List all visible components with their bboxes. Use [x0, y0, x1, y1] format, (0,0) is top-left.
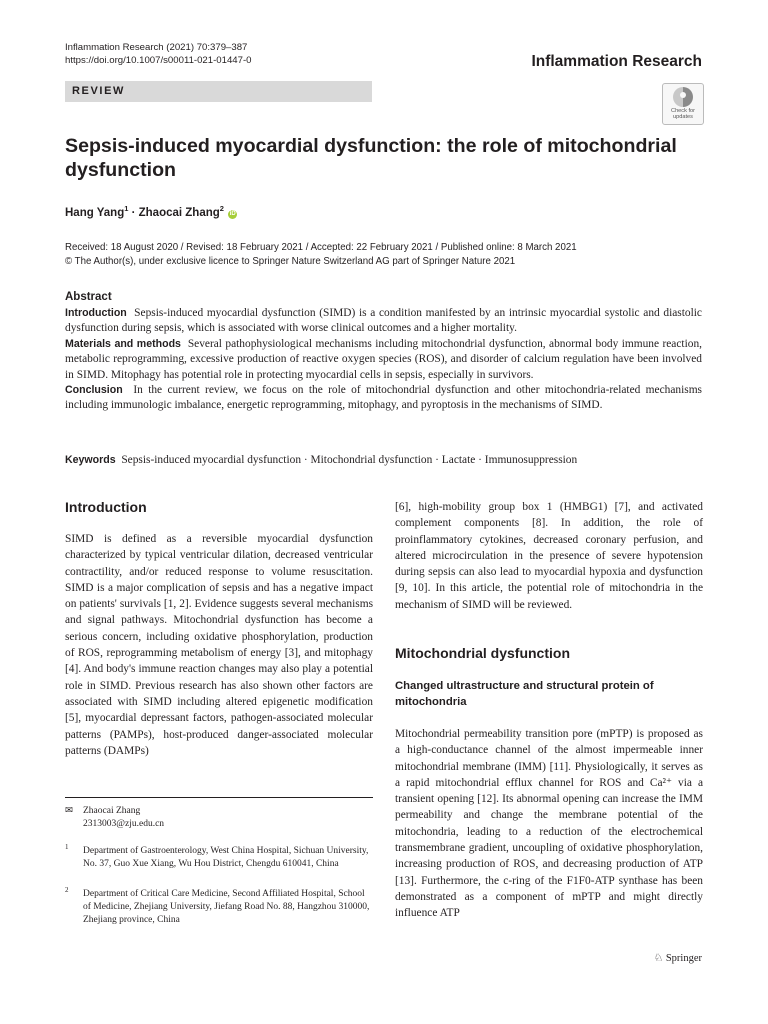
crossmark-label: Check for updates — [671, 108, 695, 120]
corresponding-name: Zhaocai Zhang — [83, 806, 141, 816]
affiliation-1: Department of Gastroenterology, West China Hospital, Sichuan University, No. 37, Guo Xue Xiang, Wu Hou District, Chengdu 610041, China — [83, 846, 369, 869]
subsection-heading: Changed ultrastructure and structural protein of mitochondria — [395, 680, 654, 708]
history-dates: Received: 18 August 2020 / Revised: 18 February 2021 / Accepted: 22 February 2021 / Published online: 8 March 2021 — [65, 242, 577, 253]
body-text: Mitochondrial permeability transition pore (mPTP) is proposed as a high-conductance channel of the almost impermeable inner mitochondrial membrane (IMM) [11]. Physiologically, it serves as a rapid mitochondrial efflux channel for ROS and Ca²⁺ via a transient opening [12]. Its abnormal opening can increase the IMM permeability and change the membrane potential of the mitochondria, leading to a reduction of the electrochemical transmembrane gradient, uncoupling of oxidative phosphorylation, increasing production of ROS, and decreasing production of ATP [13]. Furthermore, the c-ring of the F1F0-ATP synthase has been demonstrated as a component of mPTP and might directly influence ATP — [395, 728, 703, 920]
section-heading-introduction: Introduction — [65, 499, 147, 515]
abstract-conclusion — [65, 383, 702, 414]
abstract-methods — [65, 337, 702, 383]
corresponding-author — [83, 805, 373, 831]
doi-link[interactable]: https://doi.org/10.1007/s00011-021-01447-0 — [65, 55, 252, 66]
abstract-text: Sepsis-induced myocardial dysfunction (SIMD) is a condition manifested by an intrinsic myocardial systolic and diastolic dysfunction during sepsis, which is associated with worse clinical outcomes and a higher mortality. — [65, 307, 702, 335]
check-for-updates-badge[interactable] — [662, 83, 704, 125]
keywords — [65, 454, 705, 466]
abstract-introduction — [65, 306, 702, 337]
article-title: Sepsis-induced myocardial dysfunction: the role of mitochondrial dysfunction — [65, 135, 677, 181]
springer-horse-icon: ♘ — [653, 953, 664, 964]
introduction-paragraph — [65, 531, 373, 759]
publisher-name: Springer — [665, 953, 702, 964]
section-heading-mitochondrial-dysfunction: Mitochondrial dysfunction — [395, 645, 570, 661]
keywords-text: Sepsis-induced myocardial dysfunction · Mitochondrial dysfunction · Lactate · Immunosuppression — [121, 454, 578, 466]
abstract-text: Several pathophysiological mechanisms including mitochondrial dysfunction, abnormal body immune reaction, metabolic reprogramming, excessive production of reactive oxygen species (ROS), and disorder of calcium regulation have been involved in SIMD. Mitophagy has potential role in protecting myocardial cells in sepsis, especially in survivors. — [65, 337, 702, 381]
abstract-label: Materials and methods — [65, 337, 181, 350]
affiliation-number: 1 — [65, 843, 69, 851]
abstract-heading: Abstract — [65, 291, 112, 303]
abstract-label: Introduction — [65, 307, 127, 319]
section-label: REVIEW — [65, 81, 372, 102]
email-icon: ✉ — [65, 806, 73, 816]
affiliation-marker: 1 — [124, 204, 129, 213]
copyright-line: © The Author(s), under exclusive licence to Springer Nature Switzerland AG part of Springer Nature 2021 — [65, 255, 516, 267]
keywords-label: Keywords — [65, 454, 116, 466]
author-list — [65, 204, 237, 219]
abstract-label: Conclusion — [65, 384, 123, 397]
body-text: SIMD is defined as a reversible myocardial dysfunction characterized by typical ventricular dilation, decreased ventricular contractility, and/or reduced response to volume resuscitation. SIMD is a major complication of sepsis and has a negative impact on patients' survivals [1, 2]. Evidence suggests several mechanisms and signal pathways. Mitochondrial dysfunction has become a serious concern, including oxidative phosphorylation, production of ROS, reprogramming metabolism of energy [3], and mitophagy [4]. And body's immune reaction changes may also play a potential role in SIMD. Previous research has also shown other factors are associated with SIMD including altered epigenetic modification [5], myocardial depressant factors, pathogen-associated molecular patterns (PAMPs), host-produced danger-associated molecular patterns (DAMPs) — [65, 533, 373, 757]
article-history — [65, 241, 705, 268]
abstract-text: In the current review, we focus on the role of mitochondrial dysfunction and other mitochondria-related mechanisms including immunologic imbalance, energetic reprogramming, mitophagy, and pyroptosis in the mechanisms of SIMD. — [65, 384, 702, 412]
affiliation-number: 2 — [65, 886, 69, 894]
footnote-divider — [65, 797, 373, 798]
author-separator: · — [128, 206, 139, 219]
author-name: Hang Yang — [65, 206, 125, 219]
affiliation-2: Department of Critical Care Medicine, Second Affiliated Hospital, School of Medicine, Zhejiang University, Jiefang Road No. 88, Hangzhou 310000, Zhejiang province, China — [83, 889, 370, 925]
corresponding-email[interactable]: 2313003@zju.edu.cn — [83, 819, 165, 829]
author-name: Zhaocai Zhang — [138, 206, 220, 219]
publisher-mark — [654, 952, 702, 964]
body-text: [6], high-mobility group box 1 (HMBG1) [7], and activated complement components [8]. In addition, the role of proinflammatory cytokines, decreased coronary perfusion, and altered microcirculation in the presence of severe hypotension during sepsis can also lead to myocardial hypoxia and dysfunction [9, 10]. In this article, the potential role of mitochondria in the mechanism of SIMD will be reviewed. — [395, 501, 703, 611]
mptp-paragraph — [395, 726, 703, 922]
citation-line: Inflammation Research (2021) 70:379–387 — [65, 42, 248, 53]
affiliation-marker: 2 — [219, 204, 224, 213]
crossmark-icon — [673, 87, 693, 107]
journal-name: Inflammation Research — [531, 53, 702, 70]
abstract-body — [65, 306, 702, 414]
orcid-icon[interactable]: iD — [229, 210, 236, 217]
introduction-continued — [395, 499, 703, 613]
